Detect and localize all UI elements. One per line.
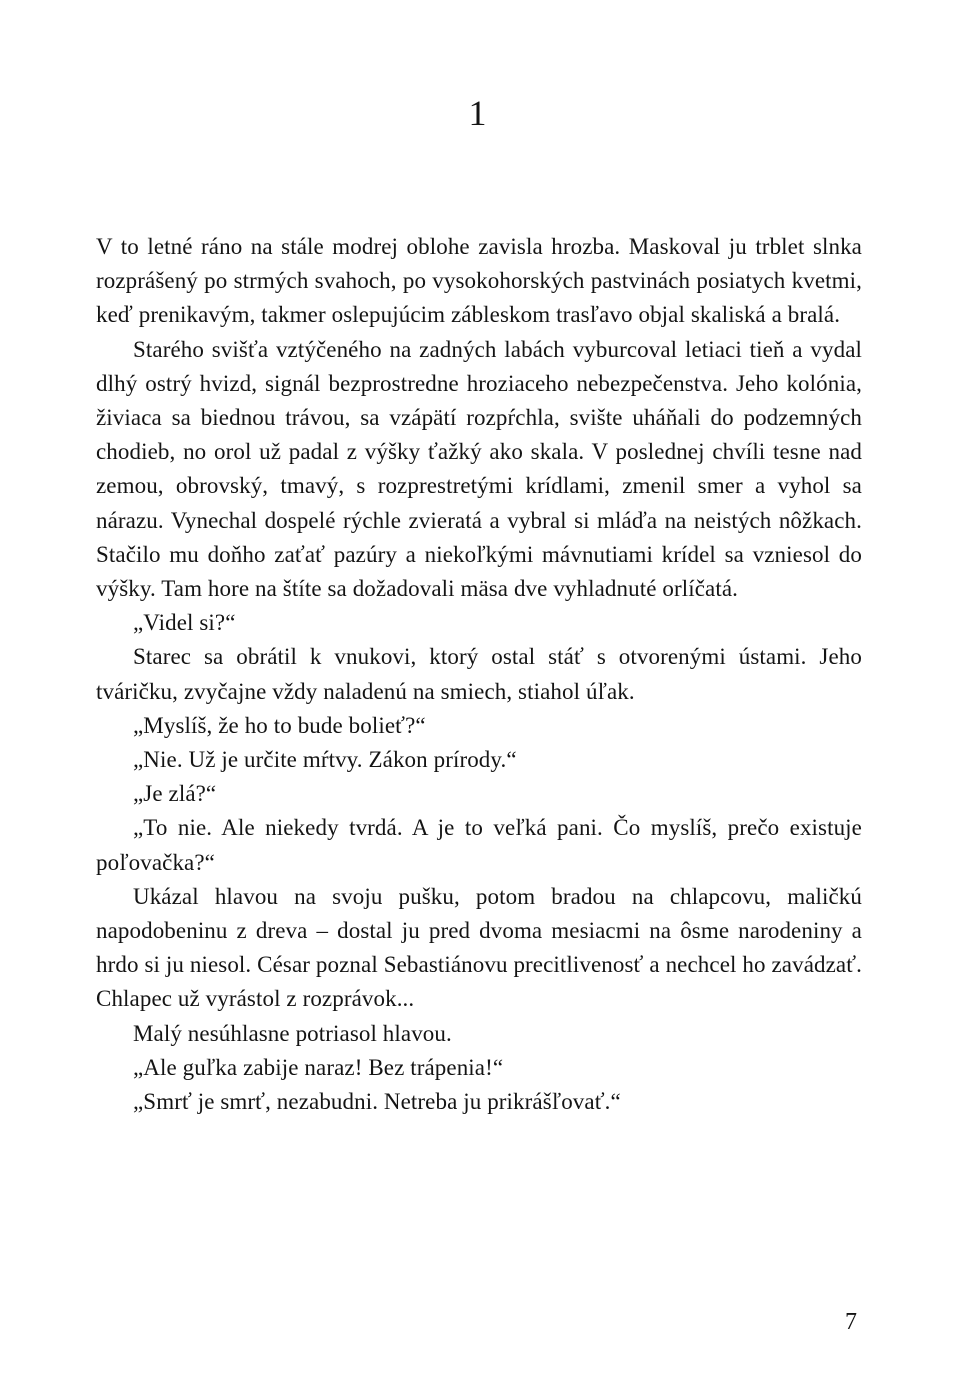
paragraph: „Myslíš, že ho to bude bolieť?“ bbox=[133, 712, 426, 738]
paragraph: „Smrť je smrť, nezabudni. Netreba ju prikrášľovať.“ bbox=[133, 1089, 621, 1115]
page-number: 7 bbox=[845, 1309, 857, 1335]
paragraph: „Je zlá?“ bbox=[133, 781, 217, 807]
chapter-number: 1 bbox=[468, 93, 487, 133]
paragraph: Starec sa obrátil k vnukovi, ktorý ostal stáť s otvorenými ústami. Jeho tváričku, zvyčajne vždy naladenú na smiech, stiahol úľak. bbox=[96, 644, 862, 704]
paragraph: Starého svišťa vztýčeného na zadných labách vyburcoval letiaci tieň a vydal dlhý ostrý hvizd, signál bezprostredne hroziaceho nebezpečenstva. Jeho kolónia, živiaca sa biednou trávou, sa vzápätí rozpŕchla, svište uháňali do podzemných chodieb, no orol už padal z výšky ťažký ako skala. V poslednej chvíli tesne nad zemou, obrovský, tmavý, s rozprestretými krídlami, zmenil smer a vyhol sa nárazu. Vynechal dospelé rýchle zvieratá a vybral si mláďa na neistých nôžkach. Stačilo mu doňho zaťať pazúry a niekoľkými mávnutiami krídel sa vzniesol do výšky. Tam hore na štíte sa dožadovali mäsa dve vyhladnuté orlíčatá. bbox=[96, 336, 862, 602]
paragraph: Malý nesúhlasne potriasol hlavou. bbox=[133, 1020, 452, 1046]
paragraph: „Nie. Už je určite mŕtvy. Zákon prírody.“ bbox=[133, 747, 517, 773]
paragraph: „To nie. Ale niekedy tvrdá. A je to veľká pani. Čo myslíš, prečo existuje poľovačka?“ bbox=[96, 815, 862, 875]
paragraph: „Videl si?“ bbox=[133, 610, 236, 636]
paragraph: „Ale guľka zabije naraz! Bez trápenia!“ bbox=[133, 1054, 504, 1080]
text-block bbox=[96, 230, 862, 1119]
paragraph: Ukázal hlavou na svoju pušku, potom bradou na chlapcovu, maličkú napodobeninu z dreva – dostal ju pred dvoma mesiacmi na ôsme narodeniny a hrdo si ju niesol. César poznal Sebastiánovu precitlivenosť a nechcel ho zavádzať. Chlapec už vyrástol z rozprávok... bbox=[96, 883, 862, 1012]
paragraph: V to letné ráno na stále modrej oblohe zavisla hrozba. Maskoval ju trblet slnka rozprášený po strmých svahoch, po vysokohorských pastvinách posiatych kvetmi, keď prenikavým, takmer oslepujúcim zábleskom trasľavo objal skaliská a bralá. bbox=[96, 234, 862, 328]
